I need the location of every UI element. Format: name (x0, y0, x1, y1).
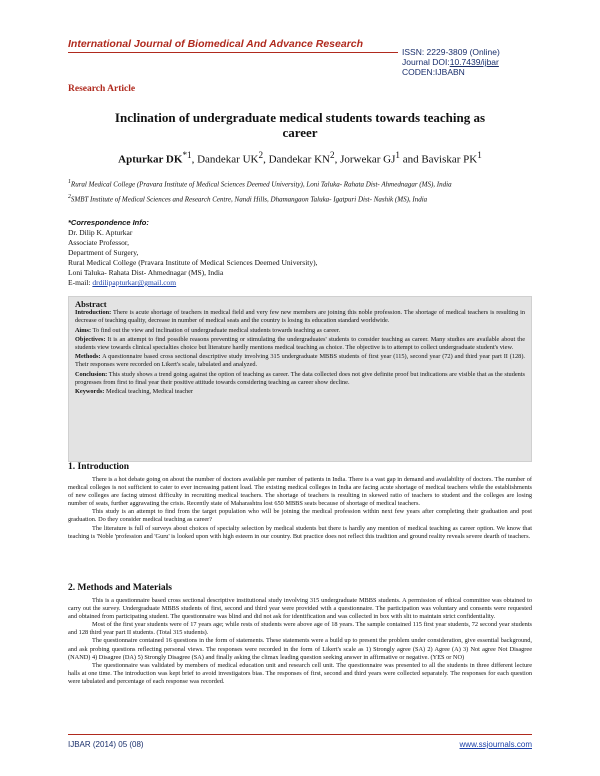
journal-name: International Journal of Biomedical And Advance Research (68, 38, 364, 50)
abstract-box (68, 296, 532, 462)
paragraph: Most of the first year students were of 17 years age; while rests of students were above age of 18 years. The sample contained 115 first year students, 72 second year students and 128 third year part II students. (Total 315 students). (68, 621, 532, 637)
footer-citation: IJBAR (2014) 05 (08) (68, 740, 144, 749)
coden: CODEN:IJBABN (402, 67, 465, 77)
author-4: Jorwekar GJ (340, 153, 396, 166)
abstract-keywords (75, 388, 525, 396)
article-type: Research Article (68, 84, 136, 94)
website-link[interactable]: www.ssjournals.com (459, 740, 532, 749)
paragraph: The literature is full of surveys about choices of specialty selection by medical students but there is hardly any mention of medical teaching as career option. We know that teaching is 'Noble 'profession and 'Guru' is looked upon with high esteem in our country. But practice does not reflect this tradition and ground reality reveals severe dearth of teachers. (68, 524, 532, 540)
affiliation-1-text: Rural Medical College (Pravara Institute of Medical Sciences Deemed University), Loni Taluka- Rahata Dist- Ahmednagar (MS), India (70, 180, 452, 189)
corr-designation: Associate Professor, (68, 238, 129, 247)
author-list: Apturkar DK$^{*1}$, Dandekar $UK^2$, Dandekar $KN^2$, Jorwekar $GJ^1$ and Baviskar $PK^1$ (118, 150, 482, 166)
abstract-aims (75, 327, 525, 335)
section-heading-methods: 2. Methods and Materials (68, 583, 172, 593)
email-link[interactable]: drdilipapturkar@gmail.com (92, 278, 177, 287)
doi-label: Journal DOI: (402, 57, 450, 67)
affiliation-2-sup: 2 (68, 193, 71, 200)
paragraph: There is a hot debate going on about the number of doctors available per number of patients in India. There is a vast gap in demand and availability of doctors. The number of medical colleges is not sufficient to cater to ever increasing patient load. The existing medical colleges in India are facing acute shortage of medical teachers while the establishments of new colleges are facing utmost difficulty in recruiting medical teachers. The shortage of teachers is resulting in skewed ratio of teachers to student and the colleges are losing number of seats, further aggravating the crisis. Recently state of Maharashtra lost 650 MBBS seats because of shortage of medical teachers. (68, 476, 532, 508)
author-2-sup: 2 (258, 150, 264, 160)
author-and: and (402, 153, 419, 166)
abstract-conclusion (75, 371, 525, 387)
abstract-intro-text: There is acute shortage of teachers in medical field and very few new members are joining this noble profession. The shortage of medical teachers is resulting in decrease of teaching quality, decrease in number of medical seats and the country is losing its education standard worldwide. (75, 309, 525, 325)
paragraph: This study is an attempt to find from the target population who will be joining the medical profession within next few years after completing their graduation and post graduation. Do they consider medical teaching as career? (68, 508, 532, 524)
abstract-intro (75, 309, 525, 325)
abstract-methods-text: A questionnaire based cross sectional descriptive study involving 315 undergraduate MBBS students of first year (115), second year (72) and third year part II (128). Their responses were recorded on Likert's scale, tabulated and analyzed. (75, 353, 525, 369)
correspondence-heading: *Correspondence Info: (68, 218, 149, 227)
author-1: Apturkar DK (118, 153, 183, 166)
corr-college: Rural Medical College (Pravara Institute of Medical Sciences Deemed University), (68, 258, 318, 267)
affiliations (68, 178, 532, 208)
author-5: Baviskar PK (421, 153, 478, 166)
methods-body (68, 597, 532, 686)
doi-link[interactable]: 10.7439/ijbar (449, 57, 499, 67)
abstract-aims-label: Aims: (75, 326, 92, 334)
abstract-keywords-text: Medical teaching, Medical teacher (105, 388, 194, 396)
affiliation-2-text: SMBT Institute of Medical Sciences and Research Centre, Nandi Hills, Dhamangaon Taluka- Igatpuri Dist- Nashik (MS), India (70, 195, 428, 204)
section-heading-introduction: 1. Introduction (68, 462, 130, 472)
abstract-objectives (75, 336, 525, 352)
abstract-conclusion-text: This study shows a trend going against the option of teaching as career. The data collected does not give definite proof but indications are visible that as the students progresses from first to final year their positive attitude towards considering teaching as career show decline. (75, 370, 525, 386)
footer-website (420, 740, 532, 749)
issn: ISSN: 2229-3809 (Online) (402, 47, 500, 57)
doi (402, 57, 500, 67)
abstract-aims-text: To find out the view and inclination of undergraduate medical students towards teaching as career. (92, 326, 341, 334)
corr-address: Loni Taluka- Rahata Dist- Ahmednagar (MS), India (68, 268, 224, 277)
corr-email (68, 278, 532, 288)
abstract-objectives-text: It is an attempt to find possible reasons preventing or stimulating the undergraduates' students to consider teaching as career. Many studies are available about the students view towards clinical specialties choice but literature hardly mentions medical teaching as choice. The objective is to attempt to collect undergraduate student's view. (75, 335, 526, 352)
header-divider (68, 52, 398, 53)
abstract-objectives-label: Objectives: (75, 335, 106, 343)
affiliation-1 (68, 178, 532, 190)
email-label: E-mail: (68, 278, 91, 287)
paragraph: The questionnaire was validated by members of medical education unit and research cell unit. The questionnaire was presented to all the students in three different lecture halls at one time. The introduction was kept brief to avoid investigators bias. The responses of first, second and third years were collected separately. The responses for each question were tabulated and percentage of each response was recorded. (68, 661, 532, 685)
affiliation-2 (68, 193, 532, 205)
paragraph: This is a questionnaire based cross sectional descriptive institutional study involving 315 undergraduate MBBS students. A permission of ethical committee was obtained to carry out the survey. Undergraduate MBBS students of first, second and third year were provided with a questionnaire. The participation was voluntary and consents were requested and obtained from participating student. The questionnaire was blind and did not ask for identification and was collected in box with slit to maintain strict confidentiality. (68, 597, 532, 621)
author-3: Dandekar KN (268, 153, 330, 166)
abstract-heading: Abstract (75, 299, 107, 309)
introduction-body (68, 476, 532, 541)
abstract-keywords-label: Keywords: (75, 388, 105, 396)
abstract-conclusion-label: Conclusion: (75, 370, 108, 378)
affiliation-1-sup: 1 (68, 179, 71, 185)
abstract-methods (75, 353, 525, 369)
author-5-sup: 1 (477, 150, 482, 160)
corr-name: Dr. Dilip K. Apturkar (68, 228, 133, 237)
author-1-sup: *1 (182, 150, 192, 160)
paper-title: Inclination of undergraduate medical students towards teaching as career (114, 110, 486, 140)
paragraph: The questionnaire contained 16 questions in the form of statements. These statements were a build up to present the problem under consideration, give essential background, and ask probing questions reflecting personal views. The responses were recorded in the form of Likert's scale as 1) Strongly agree (SA) 2) Agree (A) 3) Not agree Not Disagree (NAND) 4) Disagree (DA) 5) Strongly Disagree (SA) and finally asking the climax leading question seeking answer in affirmative or negative. (YES or NO) (68, 637, 532, 661)
corr-department: Department of Surgery, (68, 248, 139, 257)
author-4-sup: 1 (395, 150, 400, 160)
journal-meta (402, 47, 500, 77)
correspondence-block (68, 218, 532, 288)
abstract-methods-label: Methods: (75, 353, 101, 361)
footer-divider (68, 734, 532, 735)
author-3-sup: 2 (329, 150, 335, 160)
abstract-intro-label: Introduction: (75, 309, 112, 317)
author-2: Dandekar UK (197, 153, 259, 166)
